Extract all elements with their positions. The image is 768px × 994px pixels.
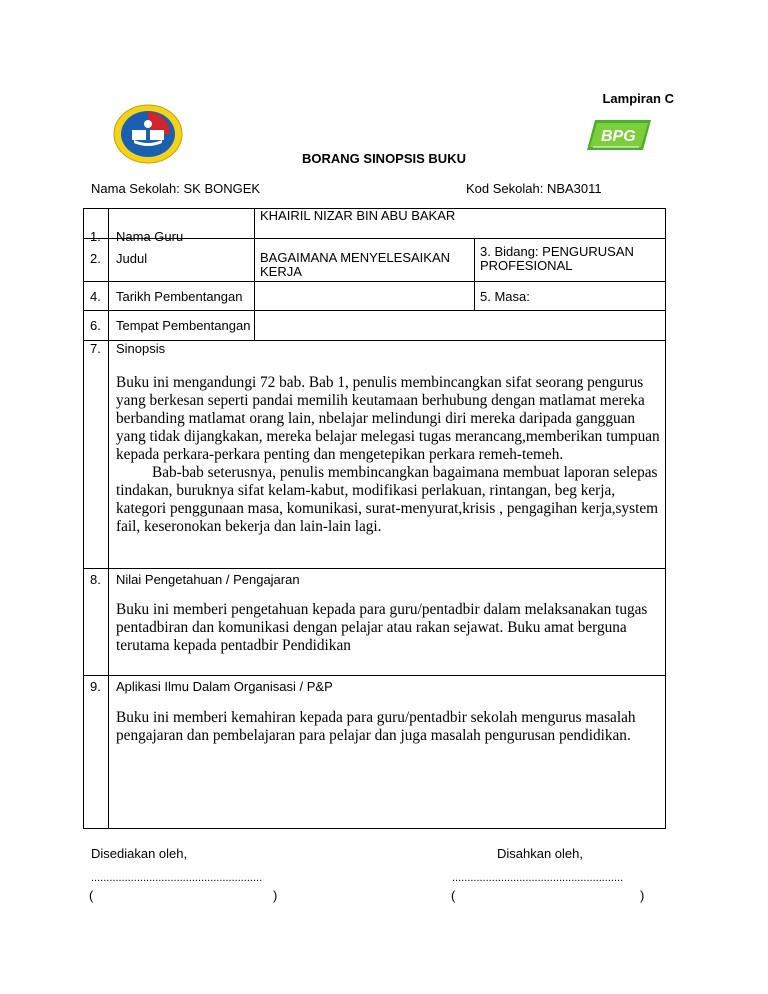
row-number: 7.: [90, 341, 101, 356]
row-number: 4.: [90, 289, 101, 304]
application-label: Aplikasi Ilmu Dalam Organisasi / P&P: [116, 679, 333, 694]
row-number: 1.: [90, 229, 101, 244]
bpg-logo: [585, 118, 653, 152]
field-label: 3. Bidang: PENGURUSAN PROFESIONAL: [480, 244, 634, 273]
title-label: Judul: [116, 251, 148, 266]
school-code: Kod Sekolah: NBA3011: [466, 181, 602, 196]
form-title: BORANG SINOPSIS BUKU: [302, 151, 466, 166]
synopsis-paragraph: Buku ini mengandungi 72 bab. Bab 1, penulis membincangkan sifat seorang pengurus yang berkesan seperti pandai memilih keutamaan berhubung dengan matlamat mereka berbanding matlamat orang lain, nbelajar melindungi diri mereka daripada gangguan yang tidak dijangkakan, mereka belajar melegasi tugas merancang,memberikan tumpuan kepada perkara-perkara penting dan mengetepikan perkara remeh-temeh.: [116, 374, 660, 463]
prepared-open-paren: (: [89, 888, 94, 903]
prepared-by-label: Disediakan oleh,: [91, 846, 188, 861]
synopsis-paragraph: Bab-bab seterusnya, penulis membincangkan bagaimana membuat laporan selepas tindakan, buruknya sifat kelam-kabut, modifikasi perlakuan, rintangan, beg kerja, kategori penggunaan masa, komunikasi, surat-menyurat,krisis , pengagihan kerja,system fail, keseronokan bekerja dan lain-lain lagi.: [116, 464, 659, 535]
approved-by-label: Disahkan oleh,: [497, 846, 583, 861]
school-name: Nama Sekolah: SK BONGEK: [91, 181, 261, 196]
annex-label: Lampiran C: [602, 91, 674, 106]
date-label: Tarikh Pembentangan: [116, 289, 243, 304]
teacher-label: Nama Guru: [116, 229, 184, 244]
row-number: 6.: [90, 318, 101, 333]
row-number: 8.: [90, 572, 101, 587]
teacher-value: KHAIRIL NIZAR BIN ABU BAKAR: [260, 208, 456, 223]
place-label: Tempat Pembentangan: [116, 318, 251, 333]
prepared-close-paren: ): [273, 888, 278, 903]
svg-text:BPG: BPG: [601, 128, 636, 145]
row-number: 2.: [90, 251, 101, 266]
title-value: BAGAIMANA MENYELESAIKAN KERJA: [260, 250, 451, 279]
knowledge-label: Nilai Pengetahuan / Pengajaran: [116, 572, 300, 587]
approved-signature-line: ........................................................: [452, 872, 624, 884]
approved-open-paren: (: [451, 888, 456, 903]
row-number: 9.: [90, 679, 101, 694]
application-text: Buku ini memberi kemahiran kepada para guru/pentadbir sekolah mengurus masalah pengajaran dan pembelajaran para pelajar dan juga masalah pengurusan pendidikan.: [116, 709, 636, 744]
prepared-signature-line: ........................................................: [91, 872, 263, 884]
time-label: 5. Masa:: [480, 289, 530, 304]
approved-close-paren: ): [640, 888, 645, 903]
knowledge-text: Buku ini memberi pengetahuan kepada para guru/pentadbir dalam melaksanakan tugas pentadbiran dan komunikasi dengan pelajar atau rakan sejawat. Buku amat berguna terutama kepada pentadbir Pendidikan: [116, 601, 648, 654]
synopsis-label: Sinopsis: [116, 341, 166, 356]
